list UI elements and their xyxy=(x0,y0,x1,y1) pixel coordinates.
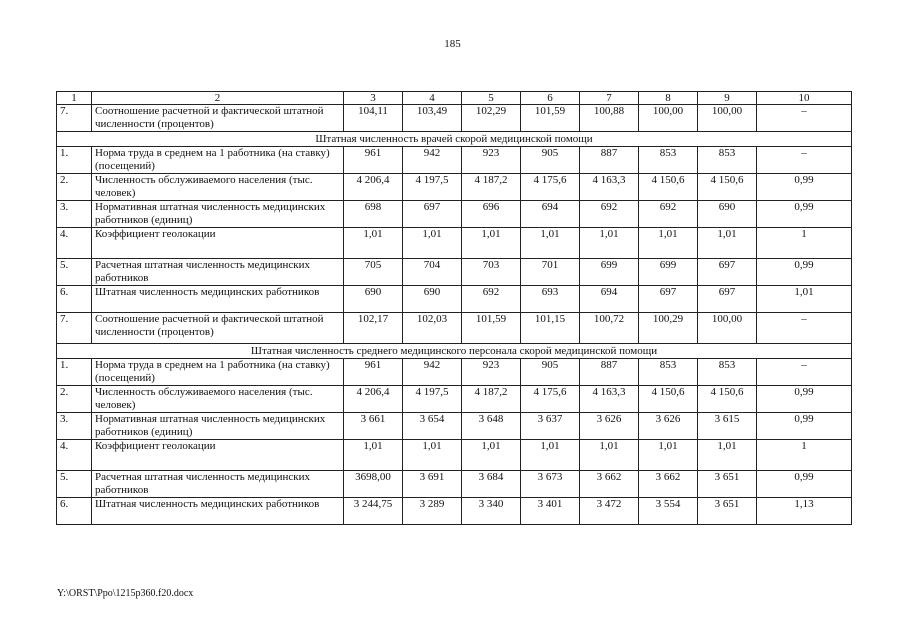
value-cell: 905 xyxy=(521,359,580,386)
value-cell: 3 289 xyxy=(403,498,462,525)
value-cell: 704 xyxy=(403,259,462,286)
value-cell: 100,72 xyxy=(580,313,639,344)
row-number-cell: 6. xyxy=(57,498,92,525)
value-cell: 1,01 xyxy=(462,440,521,471)
value-cell: – xyxy=(757,313,852,344)
value-cell: 697 xyxy=(639,286,698,313)
value-cell: 101,59 xyxy=(462,313,521,344)
value-cell: 3 654 xyxy=(403,413,462,440)
staffing-table xyxy=(56,91,852,525)
value-cell: 3 662 xyxy=(639,471,698,498)
value-cell: 4 150,6 xyxy=(698,386,757,413)
value-cell: 690 xyxy=(344,286,403,313)
value-cell: 3 684 xyxy=(462,471,521,498)
value-cell: 1,01 xyxy=(344,440,403,471)
column-number-header: 9 xyxy=(698,92,757,105)
value-cell: 3 615 xyxy=(698,413,757,440)
value-cell: 698 xyxy=(344,201,403,228)
value-cell: 100,00 xyxy=(698,105,757,132)
row-number-cell: 7. xyxy=(57,105,92,132)
value-cell: 3698,00 xyxy=(344,471,403,498)
file-path-footer: Y:\ORST\Ppo\1215p360.f20.docx xyxy=(57,588,194,599)
value-cell: 3 648 xyxy=(462,413,521,440)
table-row xyxy=(57,228,852,259)
value-cell: 1,01 xyxy=(403,228,462,259)
table-row xyxy=(57,105,852,132)
row-number-cell: 3. xyxy=(57,413,92,440)
column-number-header: 7 xyxy=(580,92,639,105)
section-heading-row xyxy=(57,132,852,147)
table-row xyxy=(57,386,852,413)
row-number-cell: 2. xyxy=(57,174,92,201)
row-number-cell: 7. xyxy=(57,313,92,344)
indicator-name-cell: Штатная численность медицинских работников xyxy=(92,498,344,525)
section-title: Штатная численность врачей скорой медицинской помощи xyxy=(57,132,852,147)
indicator-name-cell: Норма труда в среднем на 1 работника (на ставку) (посещений) xyxy=(92,359,344,386)
value-cell: 701 xyxy=(521,259,580,286)
value-cell: 100,88 xyxy=(580,105,639,132)
value-cell: 4 175,6 xyxy=(521,174,580,201)
value-cell: 1 xyxy=(757,228,852,259)
value-cell: 887 xyxy=(580,147,639,174)
row-number-cell: 5. xyxy=(57,471,92,498)
value-cell: 694 xyxy=(521,201,580,228)
column-number-header: 10 xyxy=(757,92,852,105)
value-cell: 4 163,3 xyxy=(580,386,639,413)
indicator-name-cell: Норма труда в среднем на 1 работника (на ставку) (посещений) xyxy=(92,147,344,174)
table-row xyxy=(57,359,852,386)
value-cell: 3 662 xyxy=(580,471,639,498)
value-cell: 703 xyxy=(462,259,521,286)
indicator-name-cell: Нормативная штатная численность медицинских работников (единиц) xyxy=(92,201,344,228)
indicator-name-cell: Соотношение расчетной и фактической штатной численности (процентов) xyxy=(92,313,344,344)
value-cell: 3 637 xyxy=(521,413,580,440)
value-cell: 4 197,5 xyxy=(403,386,462,413)
value-cell: 3 661 xyxy=(344,413,403,440)
value-cell: 699 xyxy=(639,259,698,286)
value-cell: 887 xyxy=(580,359,639,386)
indicator-name-cell: Численность обслуживаемого населения (тыс. человек) xyxy=(92,174,344,201)
value-cell: 102,29 xyxy=(462,105,521,132)
value-cell: 690 xyxy=(698,201,757,228)
value-cell: 923 xyxy=(462,147,521,174)
indicator-name-cell: Штатная численность медицинских работников xyxy=(92,286,344,313)
value-cell: 4 175,6 xyxy=(521,386,580,413)
value-cell: 694 xyxy=(580,286,639,313)
table-row xyxy=(57,147,852,174)
value-cell: 104,11 xyxy=(344,105,403,132)
value-cell: 100,29 xyxy=(639,313,698,344)
row-number-cell: 2. xyxy=(57,386,92,413)
value-cell: 923 xyxy=(462,359,521,386)
value-cell: 693 xyxy=(521,286,580,313)
table-row xyxy=(57,174,852,201)
value-cell: 3 401 xyxy=(521,498,580,525)
value-cell: 699 xyxy=(580,259,639,286)
value-cell: 1,01 xyxy=(521,228,580,259)
value-cell: 1,01 xyxy=(462,228,521,259)
value-cell: – xyxy=(757,147,852,174)
value-cell: 692 xyxy=(639,201,698,228)
table-row xyxy=(57,259,852,286)
value-cell: – xyxy=(757,105,852,132)
value-cell: 100,00 xyxy=(639,105,698,132)
row-number-cell: 5. xyxy=(57,259,92,286)
value-cell: 905 xyxy=(521,147,580,174)
value-cell: 1,01 xyxy=(580,228,639,259)
indicator-name-cell: Расчетная штатная численность медицинских работников xyxy=(92,259,344,286)
column-number-header: 2 xyxy=(92,92,344,105)
table-row xyxy=(57,498,852,525)
value-cell: 0,99 xyxy=(757,413,852,440)
row-number-cell: 4. xyxy=(57,440,92,471)
value-cell: 853 xyxy=(698,147,757,174)
value-cell: 3 651 xyxy=(698,498,757,525)
value-cell: 103,49 xyxy=(403,105,462,132)
value-cell: 102,17 xyxy=(344,313,403,344)
value-cell: 1,01 xyxy=(521,440,580,471)
value-cell: 3 691 xyxy=(403,471,462,498)
page-number: 185 xyxy=(444,38,461,50)
value-cell: 942 xyxy=(403,147,462,174)
value-cell: 1,01 xyxy=(639,228,698,259)
value-cell: 961 xyxy=(344,359,403,386)
value-cell: 853 xyxy=(698,359,757,386)
indicator-name-cell: Численность обслуживаемого населения (тыс. человек) xyxy=(92,386,344,413)
value-cell: 3 626 xyxy=(639,413,698,440)
value-cell: 1,01 xyxy=(639,440,698,471)
value-cell: 0,99 xyxy=(757,174,852,201)
value-cell: 3 626 xyxy=(580,413,639,440)
value-cell: 1,01 xyxy=(698,440,757,471)
value-cell: 1,01 xyxy=(757,286,852,313)
value-cell: 692 xyxy=(580,201,639,228)
value-cell: 1,01 xyxy=(580,440,639,471)
column-number-header: 1 xyxy=(57,92,92,105)
value-cell: 3 673 xyxy=(521,471,580,498)
value-cell: 101,59 xyxy=(521,105,580,132)
value-cell: 0,99 xyxy=(757,471,852,498)
row-number-cell: 1. xyxy=(57,147,92,174)
value-cell: 690 xyxy=(403,286,462,313)
value-cell: 1,01 xyxy=(344,228,403,259)
value-cell: 4 150,6 xyxy=(639,386,698,413)
row-number-cell: 1. xyxy=(57,359,92,386)
row-number-cell: 4. xyxy=(57,228,92,259)
column-number-header: 4 xyxy=(403,92,462,105)
indicator-name-cell: Соотношение расчетной и фактической штатной численности (процентов) xyxy=(92,105,344,132)
value-cell: 853 xyxy=(639,359,698,386)
value-cell: 705 xyxy=(344,259,403,286)
value-cell: 942 xyxy=(403,359,462,386)
value-cell: 697 xyxy=(698,286,757,313)
value-cell: 1,01 xyxy=(403,440,462,471)
column-number-header: 6 xyxy=(521,92,580,105)
value-cell: 3 340 xyxy=(462,498,521,525)
column-number-header: 3 xyxy=(344,92,403,105)
value-cell: 4 163,3 xyxy=(580,174,639,201)
table-row xyxy=(57,440,852,471)
indicator-name-cell: Коэффициент геолокации xyxy=(92,228,344,259)
row-number-cell: 6. xyxy=(57,286,92,313)
value-cell: 4 206,4 xyxy=(344,174,403,201)
value-cell: 1 xyxy=(757,440,852,471)
table-row xyxy=(57,471,852,498)
table-header-row xyxy=(57,92,852,105)
value-cell: 1,01 xyxy=(698,228,757,259)
value-cell: 100,00 xyxy=(698,313,757,344)
value-cell: 3 651 xyxy=(698,471,757,498)
value-cell: 101,15 xyxy=(521,313,580,344)
value-cell: – xyxy=(757,359,852,386)
value-cell: 4 150,6 xyxy=(698,174,757,201)
value-cell: 4 187,2 xyxy=(462,174,521,201)
column-number-header: 8 xyxy=(639,92,698,105)
section-title: Штатная численность среднего медицинского персонала скорой медицинской помощи xyxy=(57,344,852,359)
value-cell: 853 xyxy=(639,147,698,174)
section-heading-row xyxy=(57,344,852,359)
value-cell: 4 197,5 xyxy=(403,174,462,201)
value-cell: 102,03 xyxy=(403,313,462,344)
row-number-cell: 3. xyxy=(57,201,92,228)
table-body xyxy=(57,92,852,525)
value-cell: 1,13 xyxy=(757,498,852,525)
indicator-name-cell: Нормативная штатная численность медицинских работников (единиц) xyxy=(92,413,344,440)
column-number-header: 5 xyxy=(462,92,521,105)
value-cell: 4 187,2 xyxy=(462,386,521,413)
table-row xyxy=(57,286,852,313)
value-cell: 692 xyxy=(462,286,521,313)
table-row xyxy=(57,413,852,440)
value-cell: 0,99 xyxy=(757,386,852,413)
value-cell: 3 554 xyxy=(639,498,698,525)
value-cell: 4 150,6 xyxy=(639,174,698,201)
indicator-name-cell: Коэффициент геолокации xyxy=(92,440,344,471)
value-cell: 961 xyxy=(344,147,403,174)
value-cell: 0,99 xyxy=(757,201,852,228)
table-row xyxy=(57,313,852,344)
value-cell: 697 xyxy=(698,259,757,286)
value-cell: 3 472 xyxy=(580,498,639,525)
indicator-name-cell: Расчетная штатная численность медицинских работников xyxy=(92,471,344,498)
value-cell: 3 244,75 xyxy=(344,498,403,525)
value-cell: 697 xyxy=(403,201,462,228)
value-cell: 696 xyxy=(462,201,521,228)
value-cell: 4 206,4 xyxy=(344,386,403,413)
value-cell: 0,99 xyxy=(757,259,852,286)
table-row xyxy=(57,201,852,228)
